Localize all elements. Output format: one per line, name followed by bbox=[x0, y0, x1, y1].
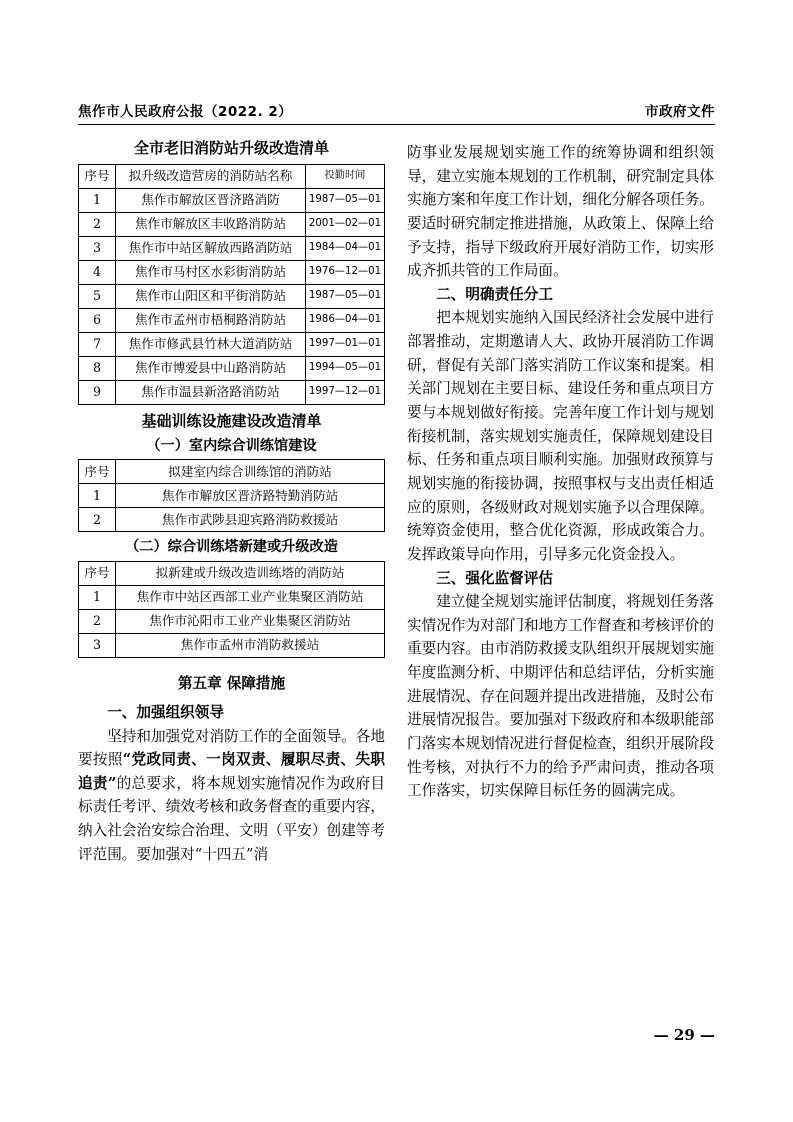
cell-name: 焦作市解放区丰收路消防站 bbox=[116, 212, 306, 236]
cell-name: 焦作市博爱县中山路消防站 bbox=[116, 356, 306, 380]
cell-date: 1987—05—01 bbox=[306, 284, 385, 308]
table1-col-date: 投勤时间 bbox=[306, 164, 385, 188]
cell-no: 7 bbox=[79, 332, 116, 356]
table-row bbox=[79, 308, 385, 332]
cell-name: 焦作市修武县竹林大道消防站 bbox=[116, 332, 306, 356]
cell-date: 1984—04—01 bbox=[306, 236, 385, 260]
page-number: — 29 — bbox=[653, 1026, 715, 1044]
cell-no: 2 bbox=[79, 508, 116, 532]
table-row bbox=[79, 585, 385, 609]
cell-name: 焦作市马村区水彩街消防站 bbox=[116, 260, 306, 284]
cell-name: 焦作市武陟县迎宾路消防救援站 bbox=[116, 508, 385, 532]
table1-col-no: 序号 bbox=[79, 164, 116, 188]
cell-no: 5 bbox=[79, 284, 116, 308]
table-row bbox=[79, 508, 385, 532]
old-station-upgrade-table bbox=[78, 164, 385, 405]
cell-name: 焦作市温县新洛路消防站 bbox=[116, 380, 306, 404]
cell-no: 4 bbox=[79, 260, 116, 284]
cell-name: 焦作市中站区解放西路消防站 bbox=[116, 236, 306, 260]
cell-name: 焦作市孟州市消防救援站 bbox=[116, 633, 385, 657]
paragraph-continued: 防事业发展规划实施工作的统筹协调和组织领导，建立实施本规划的工作机制，研究制定具体实施方案和年度工作计划，细化分解各项任务。要适时研究制定推进措施，从政策上、保障上给予支持，指导下级政府开展好消防工作，切实形成齐抓共管的工作局面。 bbox=[407, 144, 714, 280]
indoor-training-hall-table bbox=[78, 459, 385, 532]
training-tower-table bbox=[78, 561, 385, 658]
cell-no: 6 bbox=[79, 308, 116, 332]
left-column bbox=[78, 139, 385, 866]
cell-no: 2 bbox=[79, 212, 116, 236]
cell-date: 1976—12—01 bbox=[306, 260, 385, 284]
header-right-title: 市政府文件 bbox=[645, 104, 715, 120]
header-left-title: 焦作市人民政府公报（2022. 2） bbox=[78, 104, 293, 120]
cell-date: 1994—05—01 bbox=[306, 356, 385, 380]
para-text-b: 的总要求，将本规划实施情况作为政府目标责任考评、绩效考核和政务督查的重要内容，纳入社会治安综合治理、文明（平安）创建等考评范围。要加强对“十四五”消 bbox=[78, 774, 385, 863]
right-column bbox=[407, 139, 714, 803]
cell-date: 1997—12—01 bbox=[306, 380, 385, 404]
table-row bbox=[79, 260, 385, 284]
table-header-row bbox=[79, 460, 385, 484]
chapter-title: 第五章 保障措施 bbox=[177, 674, 286, 692]
para-text-bold: “党政同责、一岗双责、履职尽责、失职追责” bbox=[78, 751, 385, 792]
table2-subtitle: （一）室内综合训练馆建设 bbox=[146, 438, 317, 454]
section-heading-2: 二、明确责任分工 bbox=[436, 285, 553, 303]
two-column-body bbox=[78, 139, 715, 866]
section-heading-3: 三、强化监督评估 bbox=[436, 569, 553, 587]
table3-col-no: 序号 bbox=[79, 561, 116, 585]
table-header-row bbox=[79, 164, 385, 188]
table-row bbox=[79, 236, 385, 260]
para-text-a: 坚持和加强党对消防工作的全面领导。各地要按照 bbox=[78, 727, 385, 769]
cell-name: 焦作市孟州市梧桐路消防站 bbox=[116, 308, 306, 332]
table2-col-name: 拟建室内综合训练馆的消防站 bbox=[116, 460, 385, 484]
table2-group-title: 基础训练设施建设改造清单 bbox=[141, 411, 322, 430]
table-row bbox=[79, 356, 385, 380]
cell-name: 焦作市解放区晋济路特勤消防站 bbox=[116, 484, 385, 508]
table-row bbox=[79, 609, 385, 633]
cell-name: 焦作市沁阳市工业产业集聚区消防站 bbox=[116, 609, 385, 633]
table-row bbox=[79, 380, 385, 404]
paragraph-section2: 把本规划实施纳入国民经济社会发展中进行部署推动，定期邀请人大、政协开展消防工作调研，督促有关部门落实消防工作议案和提案。相关部门规划在主要目标、建设任务和重点项目方要与本规划做好衔接。完善年度工作计划与规划衔接机制，落实规划实施责任，保障规划建设目标、任务和重点项目顺利实施。加强财政预算与规划实施的衔接协调，按照事权与支出责任相适应的原则，各级财政对规划实施予以合理保障。统筹资金使用，整合优化资源，形成政策合力。发挥政策导向作用，引导多元化资金投入。 bbox=[407, 309, 714, 563]
table-row bbox=[79, 188, 385, 212]
paragraph-section3: 建立健全规划实施评估制度，将规划任务落实情况作为对部门和地方工作督查和考核评价的重要内容。由市消防救援支队组织开展规划实施年度监测分析、中期评估和总结评估，分析实施进展情况、存在问题并提出改进措施，及时公布进展情况报告。要加强对下级政府和本级职能部门落实本规划情况进行督促检查，组织开展阶段性考核，对执行不力的给予严肃问责，推动各项工作落实，切实保障目标任务的圆满完成。 bbox=[407, 593, 714, 800]
paragraph-section1 bbox=[78, 725, 385, 867]
page-header bbox=[78, 100, 715, 125]
cell-date: 1986—04—01 bbox=[306, 308, 385, 332]
table-row bbox=[79, 284, 385, 308]
cell-no: 8 bbox=[79, 356, 116, 380]
cell-no: 1 bbox=[79, 484, 116, 508]
table-header-row bbox=[79, 561, 385, 585]
cell-no: 2 bbox=[79, 609, 116, 633]
cell-name: 焦作市中站区西部工业产业集聚区消防站 bbox=[116, 585, 385, 609]
table-row bbox=[79, 212, 385, 236]
table3-col-name: 拟新建或升级改造训练塔的消防站 bbox=[116, 561, 385, 585]
table-row bbox=[79, 484, 385, 508]
table1-col-name: 拟升级改造营房的消防站名称 bbox=[116, 164, 306, 188]
cell-no: 3 bbox=[79, 236, 116, 260]
table-row bbox=[79, 633, 385, 657]
cell-no: 1 bbox=[79, 585, 116, 609]
cell-no: 3 bbox=[79, 633, 116, 657]
cell-date: 2001—02—01 bbox=[306, 212, 385, 236]
cell-no: 1 bbox=[79, 188, 116, 212]
table3-subtitle: （二）综合训练塔新建或升级改造 bbox=[125, 539, 338, 556]
cell-name: 焦作市解放区晋济路消防 bbox=[116, 188, 306, 212]
table-row bbox=[79, 332, 385, 356]
cell-name: 焦作市山阳区和平街消防站 bbox=[116, 284, 306, 308]
section-heading-1: 一、加强组织领导 bbox=[107, 703, 224, 721]
cell-no: 9 bbox=[79, 380, 116, 404]
table2-col-no: 序号 bbox=[79, 460, 116, 484]
cell-date: 1987—05—01 bbox=[306, 188, 385, 212]
table1-title: 全市老旧消防站升级改造清单 bbox=[133, 139, 329, 157]
cell-date: 1997—01—01 bbox=[306, 332, 385, 356]
